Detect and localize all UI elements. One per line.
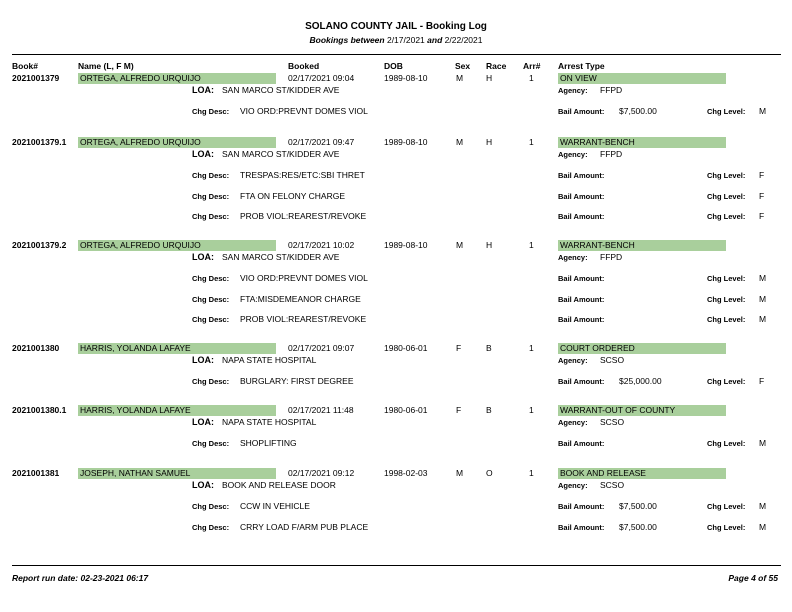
book-number: 2021001379.1 xyxy=(12,137,67,147)
bail-amount-value: $25,000.00 xyxy=(619,376,662,386)
chg-level-value: F xyxy=(759,376,765,386)
loa-label: LOA: xyxy=(192,149,214,159)
chg-desc-label: Chg Desc: xyxy=(192,294,230,304)
arrest-number: 1 xyxy=(529,137,534,147)
dob: 1980-06-01 xyxy=(384,405,428,415)
sex: F xyxy=(456,405,462,415)
bail-amount-label: Bail Amount: xyxy=(558,212,605,221)
run-date-label: Report run date: xyxy=(12,573,79,583)
chg-level-label: Chg Level: xyxy=(707,191,746,201)
bail-amount-label: Bail Amount: xyxy=(558,502,605,511)
report-title: SOLANO COUNTY JAIL - Booking Log xyxy=(305,21,487,32)
bail-amount-label: Bail Amount: xyxy=(558,191,605,201)
loa-value: SAN MARCO ST/KIDDER AVE xyxy=(222,85,340,95)
dob: 1989-08-10 xyxy=(384,240,428,250)
chg-desc-value: FTA:MISDEMEANOR CHARGE xyxy=(240,293,361,304)
sex: M xyxy=(456,468,464,478)
chg-level-value: F xyxy=(759,190,765,201)
loa-label: LOA: xyxy=(192,417,214,427)
report-subtitle xyxy=(0,35,792,45)
date-from: 2/17/2021 xyxy=(386,35,425,45)
chg-level-label: Chg Level: xyxy=(707,294,746,304)
loa-label: LOA: xyxy=(192,252,214,262)
loa-label: LOA: xyxy=(192,355,214,365)
race: H xyxy=(486,137,493,147)
booked-datetime: 02/17/2021 09:04 xyxy=(288,73,355,83)
arrest-type: WARRANT-OUT OF COUNTY xyxy=(560,405,676,415)
chg-desc-label: Chg Desc: xyxy=(192,315,230,324)
dob: 1989-08-10 xyxy=(384,137,428,147)
col-header-arr: Arr# xyxy=(523,61,541,71)
loa-value: BOOK AND RELEASE DOOR xyxy=(222,480,336,490)
loa-value: SAN MARCO ST/KIDDER AVE xyxy=(222,149,340,159)
col-header-name: Name (L, F M) xyxy=(78,61,134,71)
chg-desc-label: Chg Desc: xyxy=(192,439,230,448)
chg-level-label: Chg Level: xyxy=(707,502,746,511)
chg-level-value: M xyxy=(759,501,767,511)
bail-amount-value: $7,500.00 xyxy=(619,501,657,511)
agency-label: Agency: xyxy=(558,481,588,490)
chg-desc-label: Chg Desc: xyxy=(192,171,230,180)
booked-datetime: 02/17/2021 09:07 xyxy=(288,343,355,353)
bail-amount-label: Bail Amount: xyxy=(558,294,605,304)
col-header-booked: Booked xyxy=(288,61,320,71)
dob: 1989-08-10 xyxy=(384,73,428,83)
agency-value: FFPD xyxy=(600,149,623,159)
book-number: 2021001379 xyxy=(12,73,60,83)
chg-level-label: Chg Level: xyxy=(707,439,746,448)
arrest-number: 1 xyxy=(529,468,534,478)
chg-desc-label: Chg Desc: xyxy=(192,212,230,221)
arrest-type: WARRANT-BENCH xyxy=(560,240,635,250)
chg-level-label: Chg Level: xyxy=(707,107,746,116)
bail-amount-label: Bail Amount: xyxy=(558,377,605,386)
race: B xyxy=(486,405,492,415)
chg-desc-label: Chg Desc: xyxy=(192,377,230,386)
race: O xyxy=(486,468,493,478)
chg-desc-value: TRESPAS:RES/ETC:SBI THRET xyxy=(240,170,365,180)
booked-datetime: 02/17/2021 10:02 xyxy=(288,240,355,250)
agency-value: SCSO xyxy=(600,480,625,490)
agency-value: FFPD xyxy=(600,252,623,262)
bail-amount-label: Bail Amount: xyxy=(558,439,605,448)
chg-desc-value: CRRY LOAD F/ARM PUB PLACE xyxy=(240,521,369,532)
sex: F xyxy=(456,343,462,353)
chg-desc-label: Chg Desc: xyxy=(192,274,230,283)
chg-level-label: Chg Level: xyxy=(707,377,746,386)
chg-desc-value: FTA ON FELONY CHARGE xyxy=(240,190,346,201)
chg-level-label: Chg Level: xyxy=(707,274,746,283)
chg-desc-value: VIO ORD:PREVNT DOMES VIOL xyxy=(240,106,368,116)
date-to: 2/22/2021 xyxy=(444,35,483,45)
booked-datetime: 02/17/2021 09:47 xyxy=(288,137,355,147)
book-number: 2021001380 xyxy=(12,343,60,353)
chg-desc-value: SHOPLIFTING xyxy=(240,438,297,448)
agency-value: FFPD xyxy=(600,85,623,95)
agency-value: SCSO xyxy=(600,355,625,365)
chg-desc-label: Chg Desc: xyxy=(192,502,230,511)
col-header-arrest-type: Arrest Type xyxy=(558,61,605,71)
chg-level-value: F xyxy=(759,170,765,180)
loa-value: NAPA STATE HOSPITAL xyxy=(222,355,317,365)
col-header-dob: DOB xyxy=(384,61,403,71)
chg-level-value: M xyxy=(759,273,767,283)
page-number: Page 4 of 55 xyxy=(728,573,778,583)
booked-datetime: 02/17/2021 09:12 xyxy=(288,468,355,478)
bail-amount-label: Bail Amount: xyxy=(558,315,605,324)
booked-datetime: 02/17/2021 11:48 xyxy=(288,405,354,415)
agency-label: Agency: xyxy=(558,418,588,427)
subtitle-and: and xyxy=(427,35,443,45)
arrest-number: 1 xyxy=(529,73,534,83)
col-header-race: Race xyxy=(486,61,507,71)
report-run-date xyxy=(12,573,148,583)
loa-label: LOA: xyxy=(192,480,214,490)
chg-level-label: Chg Level: xyxy=(707,171,746,180)
sex: M xyxy=(456,137,464,147)
chg-desc-value: PROB VIOL:REAREST/REVOKE xyxy=(240,314,367,324)
dob: 1980-06-01 xyxy=(384,343,428,353)
chg-level-value: F xyxy=(759,211,765,221)
agency-label: Agency: xyxy=(558,86,588,95)
agency-value: SCSO xyxy=(600,417,625,427)
book-number: 2021001379.2 xyxy=(12,240,67,250)
col-header-sex: Sex xyxy=(455,61,471,71)
arrest-type: WARRANT-BENCH xyxy=(560,137,635,147)
subtitle-prefix: Bookings between xyxy=(309,35,385,45)
race: B xyxy=(486,343,492,353)
agency-label: Agency: xyxy=(558,253,588,262)
chg-level-value: M xyxy=(759,521,767,532)
chg-level-label: Chg Level: xyxy=(707,522,746,532)
loa-value: SAN MARCO ST/KIDDER AVE xyxy=(222,252,340,262)
book-number: 2021001380.1 xyxy=(12,405,67,415)
bail-amount-label: Bail Amount: xyxy=(558,171,605,180)
arrest-type: ON VIEW xyxy=(560,73,597,83)
col-header-book: Book# xyxy=(12,61,38,71)
chg-level-value: M xyxy=(759,106,767,116)
bail-amount-label: Bail Amount: xyxy=(558,107,605,116)
bail-amount-label: Bail Amount: xyxy=(558,522,605,532)
arrest-number: 1 xyxy=(529,240,534,250)
inmate-name: ORTEGA, ALFREDO URQUIJO xyxy=(80,240,201,250)
sex: M xyxy=(456,73,464,83)
chg-desc-value: CCW IN VEHICLE xyxy=(240,501,310,511)
book-number: 2021001381 xyxy=(12,468,60,478)
agency-label: Agency: xyxy=(558,356,588,365)
chg-desc-label: Chg Desc: xyxy=(192,107,230,116)
inmate-name: ORTEGA, ALFREDO URQUIJO xyxy=(80,73,201,83)
chg-desc-value: VIO ORD:PREVNT DOMES VIOL xyxy=(240,273,368,283)
bail-amount-value: $7,500.00 xyxy=(619,106,657,116)
arrest-type: BOOK AND RELEASE xyxy=(560,468,646,478)
chg-desc-value: BURGLARY: FIRST DEGREE xyxy=(240,376,354,386)
arrest-number: 1 xyxy=(529,405,534,415)
sex: M xyxy=(456,240,464,250)
arrest-type: COURT ORDERED xyxy=(560,343,635,353)
chg-level-value: M xyxy=(759,293,767,304)
loa-label: LOA: xyxy=(192,85,214,95)
footer-rule xyxy=(12,565,781,566)
arrest-number: 1 xyxy=(529,343,534,353)
agency-label: Agency: xyxy=(558,150,588,159)
header-rule xyxy=(12,54,781,55)
race: H xyxy=(486,73,493,83)
chg-level-label: Chg Level: xyxy=(707,315,746,324)
chg-level-value: M xyxy=(759,438,767,448)
dob: 1998-02-03 xyxy=(384,468,428,478)
chg-level-label: Chg Level: xyxy=(707,212,746,221)
inmate-name: JOSEPH, NATHAN SAMUEL xyxy=(80,468,191,478)
chg-desc-value: PROB VIOL:REAREST/REVOKE xyxy=(240,211,367,221)
run-date-value: 02-23-2021 06:17 xyxy=(80,573,149,583)
bail-amount-value: $7,500.00 xyxy=(619,521,657,532)
chg-desc-label: Chg Desc: xyxy=(192,522,230,532)
chg-level-value: M xyxy=(759,314,767,324)
loa-value: NAPA STATE HOSPITAL xyxy=(222,417,317,427)
inmate-name: HARRIS, YOLANDA LAFAYE xyxy=(80,343,191,353)
bail-amount-label: Bail Amount: xyxy=(558,274,605,283)
inmate-name: ORTEGA, ALFREDO URQUIJO xyxy=(80,137,201,147)
inmate-name: HARRIS, YOLANDA LAFAYE xyxy=(80,405,191,415)
race: H xyxy=(486,240,493,250)
chg-desc-label: Chg Desc: xyxy=(192,191,230,201)
